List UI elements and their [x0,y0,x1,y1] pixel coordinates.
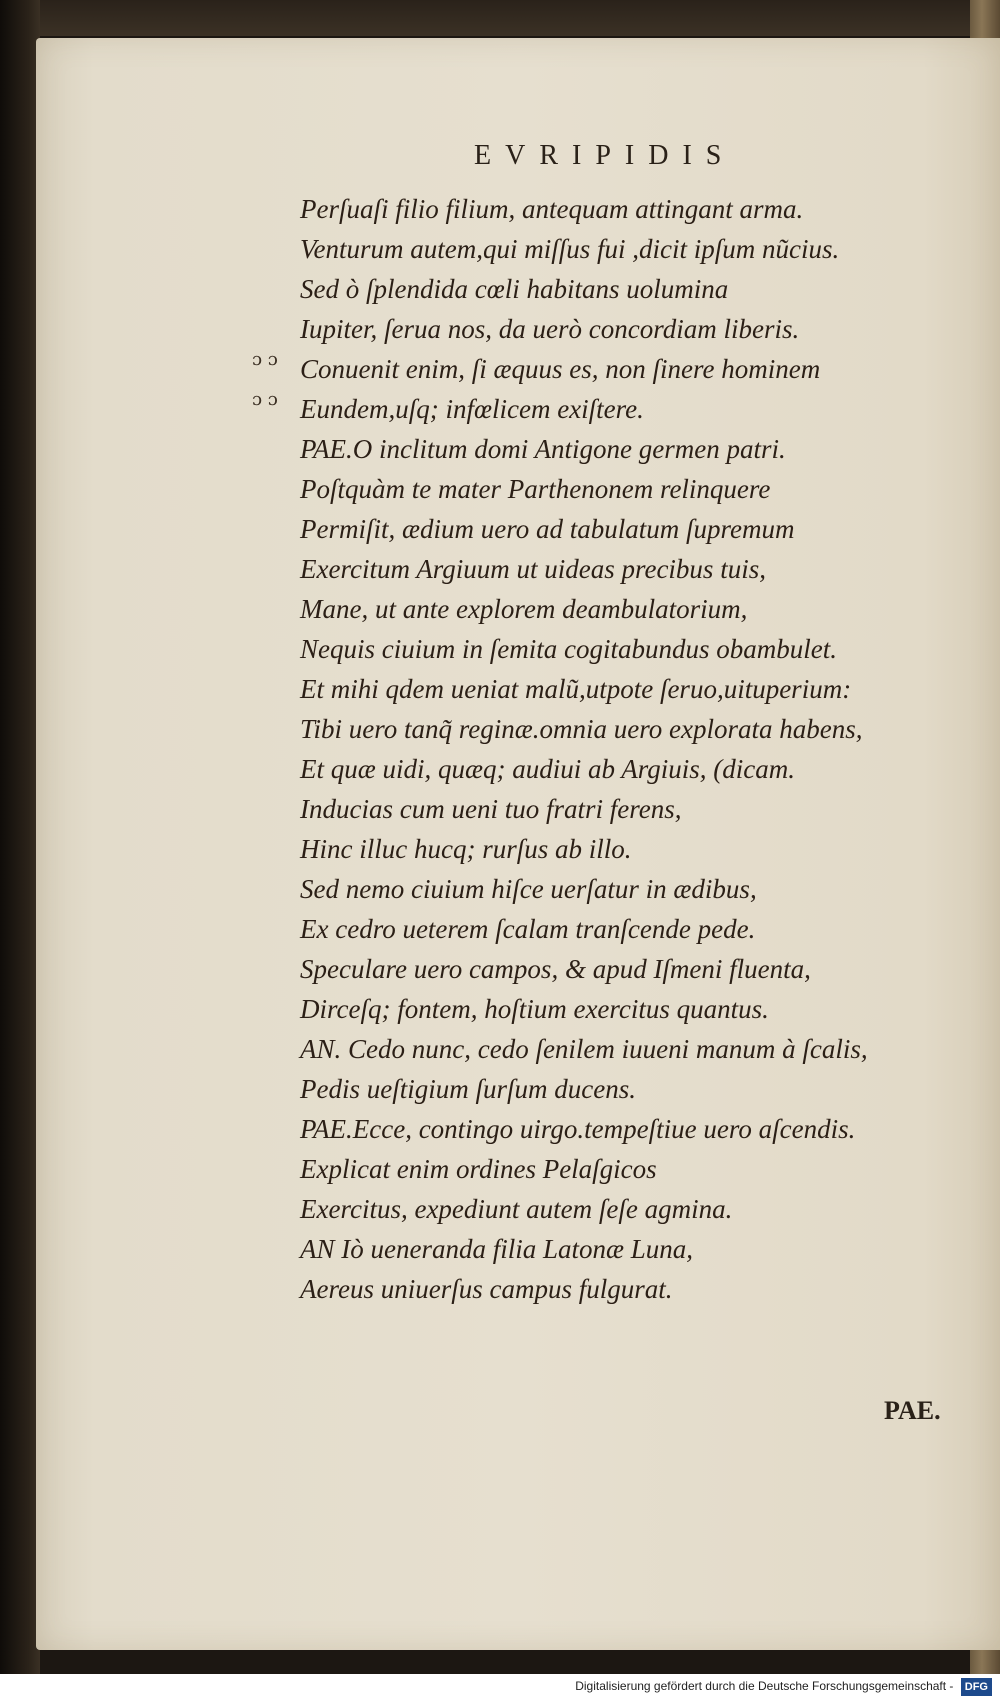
book-binding-edge [0,0,40,1698]
text-line: Eundem,uſq; infœlicem exiſtere. [300,394,644,424]
text-line: Et mihi qdem ueniat malũ,utpote ſeruo,uituperium: [300,674,852,704]
text-line: Tibi uero tanq̃ reginæ.omnia uero explorata habens, [300,714,863,744]
text-line: Iupiter, ſerua nos, da uerò concordiam liberis. [300,314,800,344]
text-line: Nequis ciuium in ſemita cogitabundus obambulet. [300,634,837,664]
text-line: Mane, ut ante explorem deambulatorium, [300,594,748,624]
text-line: Ex cedro ueterem ſcalam tranſcende pede. [300,914,756,944]
text-line: Explicat enim ordines Pelaſgicos [300,1154,657,1184]
text-line: Poſtquàm te mater Parthenonem relinquere [300,474,771,504]
footer-bar [0,1674,1000,1698]
text-line: Hinc illuc hucq; rurſus ab illo. [300,834,632,864]
text-line: AN. Cedo nunc, cedo ſenilem iuueni manum à ſcalis, [300,1034,868,1064]
text-line: Sed ò ſplendida cœli habitans uolumina [300,274,729,304]
text-line: Et quæ uidi, quæq; audiui ab Argiuis, (dicam. [300,754,796,784]
text-line: Pedis ueſtigium ſurſum ducens. [300,1074,636,1104]
text-block [252,189,990,1309]
text-line: Dirceſq; fontem, hoſtium exercitus quantus. [300,994,769,1024]
margin-quote-marker: ɔ ɔ [252,349,278,370]
text-line: Exercitum Argiuum ut uideas precibus tuis, [300,554,766,584]
text-line: Exercitus, expediunt autem ſeſe agmina. [300,1194,733,1224]
margin-quote-marker: ɔ ɔ [252,389,278,410]
text-line: AN Iò ueneranda filia Latonæ Luna, [300,1234,694,1264]
text-line: Sed nemo ciuium hiſce uerſatur in ædibus, [300,874,757,904]
text-line: Aereus uniuerſus campus fulgurat. [300,1274,673,1304]
text-line: Venturum autem,qui miſſus fui ,dicit ipſum nũcius. [300,234,840,264]
text-line: Conuenit enim, ſi æquus es, non ſinere hominem [300,354,821,384]
text-line: PAE.O inclitum domi Antigone germen patri. [300,434,786,464]
text-line: Perſuaſi filio filium, antequam attingant arma. [300,194,804,224]
catchword: PAE. [884,1396,941,1425]
scan-background-top [0,0,1000,36]
footer-text: Digitalisierung gefördert durch die Deutsche Forschungsgemeinschaft - [575,1679,954,1693]
text-line: Permiſit, ædium uero ad tabulatum ſupremum [300,514,795,544]
text-line: PAE.Ecce, contingo uirgo.tempeſtiue uero aſcendis. [300,1114,856,1144]
text-line: Inducias cum ueni tuo fratri ferens, [300,794,682,824]
running-header: EVRIPIDIS [474,140,736,171]
dfg-logo: DFG [961,1678,992,1696]
text-line: Speculare uero campos, & apud Iſmeni fluenta, [300,954,811,984]
